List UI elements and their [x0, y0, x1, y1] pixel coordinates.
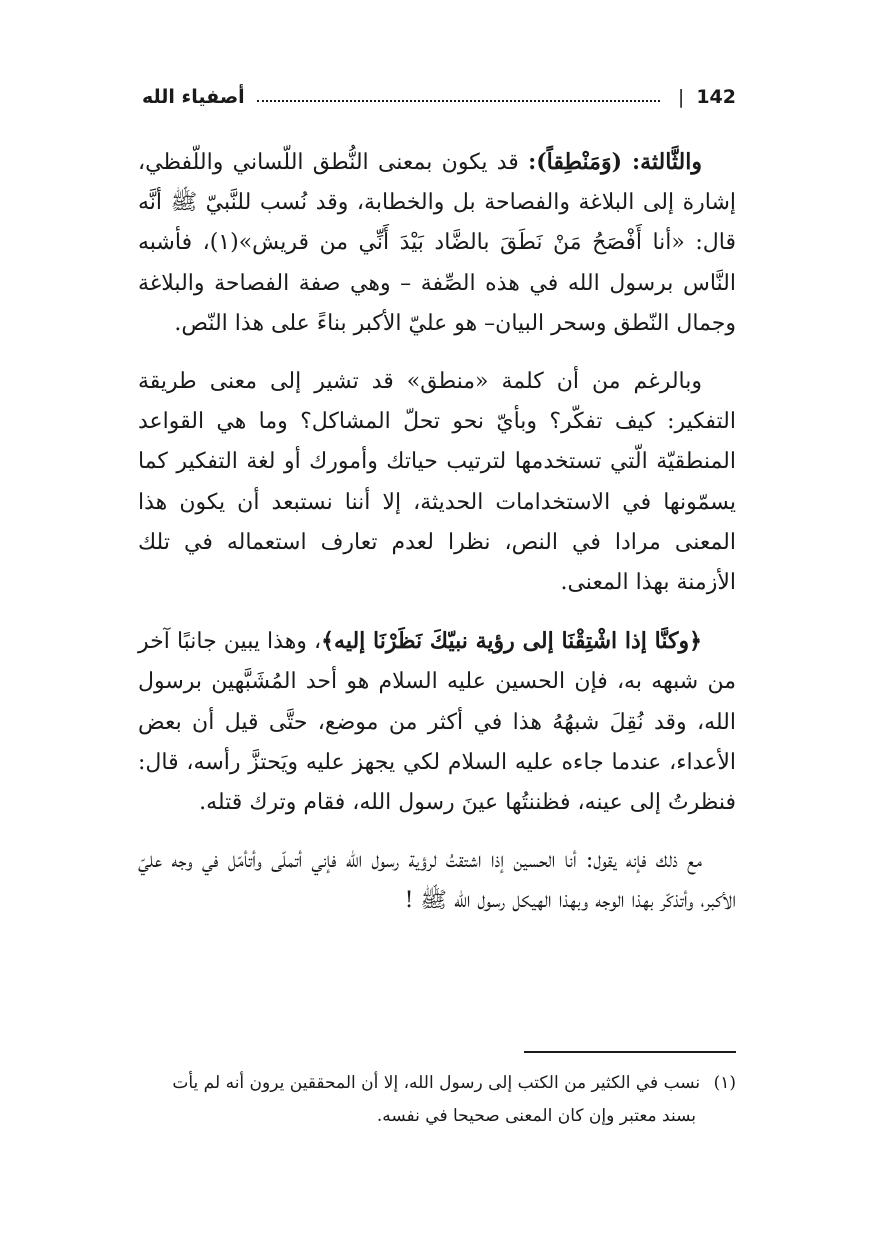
- footnote-line-1: [138, 1067, 736, 1100]
- main-text: [138, 142, 736, 922]
- paragraph-3-text: ، وهذا يبين جانبًا آخر من شبهه به، فإن الحسين عليه السلام هو أحد المُشَبَّهين برسول الله، وقد نُقِلَ شبهُهُ هذا في أكثر من موضع، حتَّى قيل أن بعض الأعداء، عندما جاءه عليه السلام لكي يجهز عليه ويَحتزَّ رأسه، قال: فنظرتُ إلى عينه، فظننتُها عينَ رسول الله، فقام وترك قتله.: [138, 629, 736, 816]
- running-header: [142, 80, 736, 114]
- paragraph-2: وبالرغم من أن كلمة «منطق» قد تشير إلى معنى طريقة التفكير: كيف تفكّر؟ وبأيّ نحو تحلّ المشاكل؟ وما هي القواعد المنطقيّة الّتي تستخدمها لترتيب حياتك وأمورك أو لغة التفكير كما يسمّونها في الاستخدامات الحديثة، إلا أننا نستبعد أن يكون هذا المعنى مرادا في النص، نظرا لعدم تعارف استعماله في تلك الأزمنة بهذا المعنى.: [138, 369, 736, 596]
- paragraph-3: [138, 621, 736, 823]
- book-title: أصفياء الله: [142, 86, 245, 108]
- footnote-text-1: نسب في الكثير من الكتب إلى رسول الله، إلا أن المحققين يرون أنه لم يأت: [172, 1073, 701, 1093]
- footnote-divider: [524, 1051, 736, 1053]
- paragraph-4: مع ذلك فإنه يقول: أنا الحسين إذا اشتقتُ لرؤية رسول الله فإني أتملّى وأتأمّل في وجه عليّ الأكبر، وأتذكّر بهذا الوجه وبهذا الهيكل رسول الله ﷺ !: [138, 848, 736, 914]
- footnote: [138, 1067, 736, 1133]
- footnote-line-2: بسند معتبر وإن كان المعنى صحيحا في نفسه.: [376, 1106, 696, 1126]
- header-separator: |: [677, 86, 685, 108]
- paragraph-3-quote: ﴿وكنَّا إذا اشْتِقْنَا إلى رؤية نبيّكَ نَظَرْنَا إليه﴾: [321, 628, 703, 655]
- dotted-leader: [257, 100, 660, 102]
- paragraph-1: [138, 142, 736, 344]
- footnote-marker: (١): [713, 1073, 736, 1093]
- paragraph-1-text: قد يكون بمعنى النُّطق اللّساني واللّفظي، إشارة إلى البلاغة والفصاحة بل والخطابة، وقد نُسب للنَّبيّ ﷺ أنَّه قال: «أنا أَفْصَحُ مَنْ نَطَقَ بالضَّاد بَيْدَ أَنِّي من قريش»(١)، فأشبه النَّاس برسول الله في هذه الصِّفة – وهي صفة الفصاحة والبلاغة وجمال النّطق وسحر البيان– هو عليّ الأكبر بناءً على هذا النّص.: [138, 150, 736, 336]
- paragraph-1-lead: والثَّالثة: (وَمَنْطِقاً):: [528, 149, 702, 175]
- page-number: 142: [696, 86, 736, 108]
